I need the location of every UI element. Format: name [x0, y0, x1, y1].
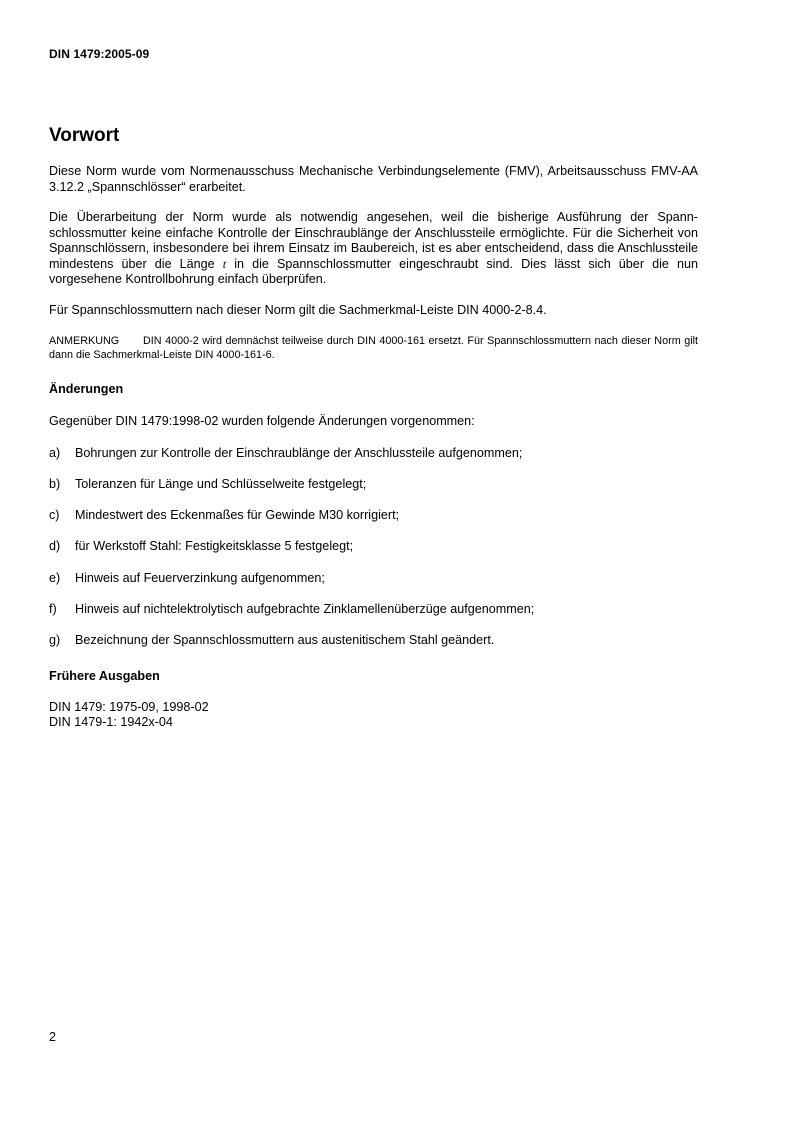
foreword-paragraph-2-part-2: in die Spannschlossmutter eingeschraubt sind. Dies lässt sich über die nun vorgesehene Kontrollbohrung einfach überprüfen. — [49, 256, 698, 286]
foreword-paragraph-3: Für Spannschlossmuttern nach dieser Norm gilt die Sachmerkmal-Leiste DIN 4000-2-8.4. — [49, 302, 547, 317]
list-item-text: Toleranzen für Länge und Schlüsselweite festgelegt; — [75, 476, 367, 491]
foreword-title: Vorwort — [49, 125, 120, 146]
list-item-text: Bohrungen zur Kontrolle der Einschraublänge der Anschlussteile aufgenommen; — [75, 445, 523, 460]
list-item — [49, 633, 698, 649]
list-item — [49, 602, 698, 618]
foreword-paragraph-2-part-1: Die Überarbeitung der Norm wurde als notwendig angesehen, weil die bisherige Ausführung der Spannschlossmutter keine einfache Kontrolle der Einschraublänge der Anschlussteile ermöglichte. Für die Sicherheit von Spannschlössern, insbesondere bei ihrem Einsatz im Baubereich, ist es aber entscheidend, dass die Anschlussteile mindestens über die Länge — [49, 210, 698, 271]
list-item-text: Hinweis auf Feuerverzinkung aufgenommen; — [75, 570, 325, 585]
list-item — [49, 539, 698, 555]
list-item — [49, 446, 698, 462]
page-content — [49, 125, 698, 730]
list-marker: e) — [49, 570, 61, 585]
previous-edition-line: DIN 1479-1: 1942x-04 — [49, 714, 173, 729]
note-paragraph — [49, 334, 698, 362]
note-label: ANMERKUNG — [49, 335, 120, 347]
list-item-text: Hinweis auf nichtelektrolytisch aufgebrachte Zinklamellenüberzüge aufgenommen; — [75, 601, 535, 616]
list-item-text: für Werkstoff Stahl: Festigkeitsklasse 5 festgelegt; — [75, 539, 354, 554]
list-marker: f) — [49, 601, 57, 616]
list-marker: d) — [49, 539, 61, 554]
list-item-text: Bezeichnung der Spannschlossmuttern aus austenitischem Stahl geändert. — [75, 633, 495, 648]
changes-heading: Änderungen — [49, 382, 124, 396]
previous-editions-list — [49, 700, 698, 730]
changes-list — [49, 446, 698, 649]
list-marker: g) — [49, 633, 61, 648]
list-item — [49, 477, 698, 493]
foreword-paragraph-2 — [49, 210, 698, 288]
list-item — [49, 571, 698, 587]
previous-editions-heading: Frühere Ausgaben — [49, 668, 160, 683]
document-header: DIN 1479:2005-09 — [49, 47, 150, 61]
list-marker: a) — [49, 445, 61, 460]
list-item — [49, 508, 698, 524]
changes-intro: Gegenüber DIN 1479:1998-02 wurden folgende Änderungen vorgenommen: — [49, 414, 475, 428]
length-variable: t — [222, 256, 227, 271]
list-item-text: Mindestwert des Eckenmaßes für Gewinde M30 korrigiert; — [75, 508, 400, 523]
foreword-paragraph-1: Diese Norm wurde vom Normenausschuss Mechanische Verbindungselemente (FMV), Arbeitsausschuss FMV-AA 3.12.2 „Spannschlösser“ erarbeitet. — [49, 164, 698, 194]
list-marker: b) — [49, 476, 61, 491]
list-marker: c) — [49, 508, 60, 523]
page-number: 2 — [49, 1030, 57, 1044]
previous-edition-line: DIN 1479: 1975-09, 1998-02 — [49, 699, 209, 714]
note-text: DIN 4000-2 wird demnächst teilweise durch DIN 4000-161 ersetzt. Für Spannschlossmuttern nach dieser Norm gilt dann die Sachmerkmal-Leiste DIN 4000-161-6. — [49, 335, 698, 361]
